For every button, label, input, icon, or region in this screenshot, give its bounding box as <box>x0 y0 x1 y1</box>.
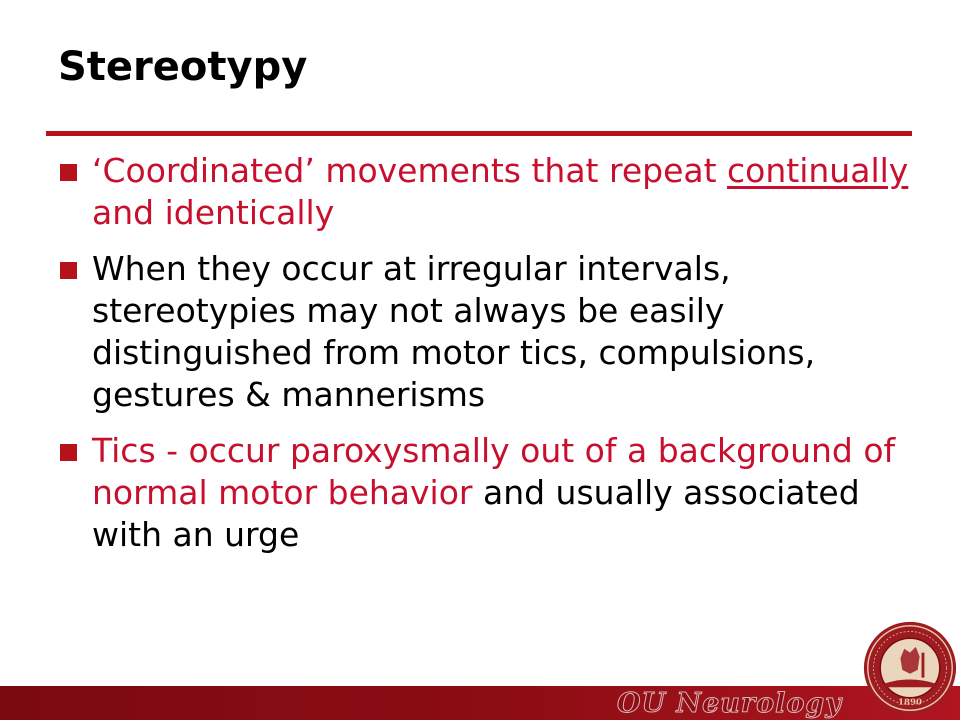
bullet-item <box>58 150 918 234</box>
bullet-square-icon <box>60 262 77 279</box>
bullet-square-icon <box>60 164 77 181</box>
bullet-item <box>58 248 918 416</box>
footer-bar <box>0 686 960 720</box>
bullet-text-segment-underlined: continually <box>727 151 909 190</box>
bullet-text-segment: and identically <box>92 193 335 232</box>
bullet-text-segment: ‘Coordinated’ movements that repeat <box>92 151 728 190</box>
bullet-list <box>58 150 918 570</box>
title-divider <box>46 131 912 136</box>
university-seal-icon <box>862 620 958 716</box>
bullet-item <box>58 430 918 556</box>
bullet-text-segment: Tics - occur paroxysmally out of a background of normal motor behavior <box>92 431 896 512</box>
bullet-text-segment: When they occur at irregular intervals, stereotypies may not always be easily distinguished from motor tics, compulsions, gestures & mannerisms <box>92 249 816 414</box>
svg-text:1890: 1890 <box>897 697 923 708</box>
slide-title: Stereotypy <box>58 44 308 90</box>
bullet-square-icon <box>60 444 77 461</box>
footer-brand-text: OU Neurology <box>616 688 842 719</box>
bullet-text-segment: and usually associated with an urge <box>92 473 860 554</box>
